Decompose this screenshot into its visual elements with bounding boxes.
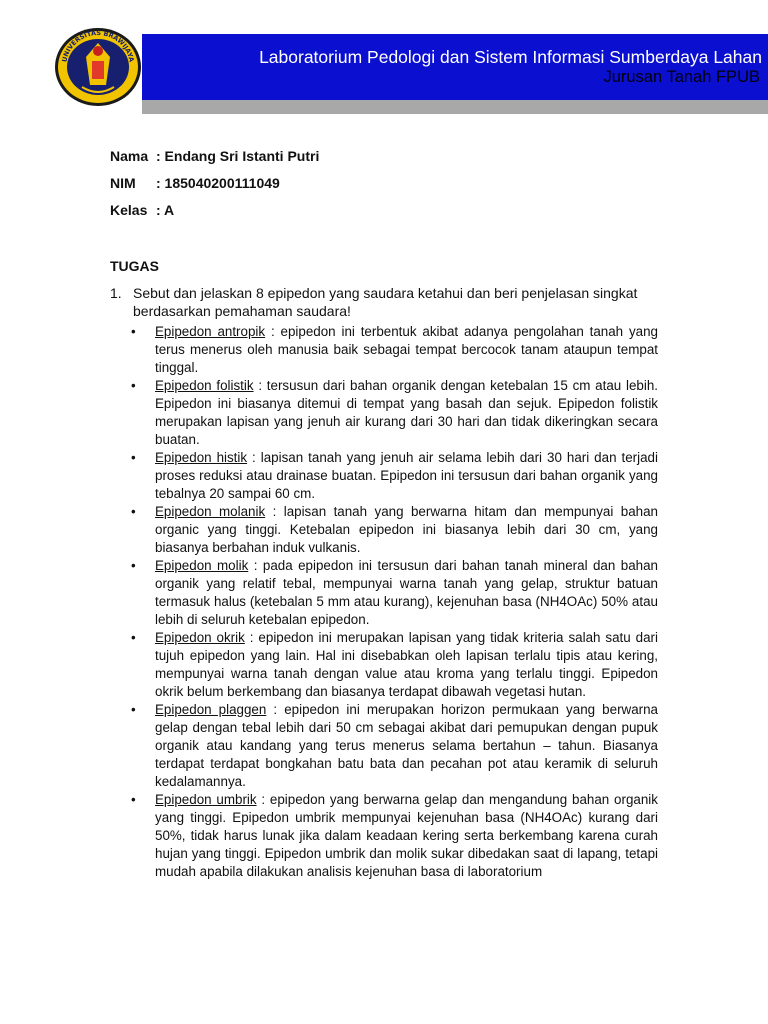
question	[110, 284, 658, 320]
list-item: • Epipedon folistik : tersusun dari bahan organik dengan ketebalan 15 cm atau lebih. Epipedon ini biasanya ditemui di tempat yang basah dan sejuk. Epipedon folistik merupakan lapisan yang jenuh air kurang dari 30 hari dan tidak dikeringkan secara buatan.	[131, 378, 659, 447]
list-item: • Epipedon okrik : epipedon ini merupakan lapisan yang tidak kriteria salah satu dari tujuh epipedon yang lain. Hal ini disebabkan oleh lapisan terlalu tipis atau kering, mempunyai warna tanah dengan value atau kroma yang terlalu tinggi. Epipedon okrik belum berkembang dan biasanya terdapat dibawah vegetasi hutan.	[131, 630, 658, 699]
question-number: 1.	[110, 285, 122, 301]
list-item: • Epipedon molanik : lapisan tanah yang berwarna hitam dan mempunyai bahan organic yang tinggi. Ketebalan epipedon ini biasanya lebih dari 30 cm, yang biasanya berbahan induk vulkanis.	[131, 504, 659, 555]
university-logo	[54, 27, 142, 107]
item-term: Epipedon okrik	[155, 630, 245, 645]
item-term: Epipedon antropik	[155, 324, 266, 339]
logo-text: UNIVERSITAS BRAWIJAYA	[60, 28, 136, 63]
student-name-row	[110, 148, 319, 164]
assignment-heading: TUGAS	[110, 258, 159, 274]
class-label: Kelas	[110, 202, 148, 218]
list-item: • Epipedon umbrik : epipedon yang berwarna gelap dan mengandung bahan organik yang tinggi. Epipedon umbrik mempunyai kejenuhan basa (NH4OAc) kurang dari 50%, tidak harus lunak jika dalam keadaan kering serta berkembang karena curah hujan yang tinggi. Epipedon umbrik dan molik sukar dibedakan saat di lapang, tetapi mudah apabila dilakukan analisis kejenuhan basa di laboratorium	[131, 792, 658, 879]
class-value: : A	[156, 202, 175, 218]
item-text: : epipedon ini merupakan lapisan yang tidak kriteria salah satu dari tujuh epipedon yang lain. Hal ini disebabkan oleh lapisan terlalu tipis atau kering, mempunyai warna tanah dengan value atau kroma yang terlalu tinggi. Epipedon okrik belum berkembang dan biasanya terdapat dibawah vegetasi hutan.	[155, 630, 658, 699]
item-text: : tersusun dari bahan organik dengan ketebalan 15 cm atau lebih. Epipedon ini biasanya ditemui di tempat yang basah dan sejuk. Epipedon folistik merupakan lapisan yang jenuh air kurang dari 30 hari dan tidak dikeringkan secara buatan.	[155, 378, 659, 447]
item-term: Epipedon umbrik	[155, 792, 257, 807]
epipedon-list	[131, 323, 658, 881]
lab-title: Laboratorium Pedologi dan Sistem Informasi Sumberdaya Lahan	[259, 47, 762, 67]
item-text: : epipedon ini terbentuk akibat adanya pengolahan tanah yang terus menerus oleh manusia baik sebagai tempat bercocok tanam ataupun tempat tinggal.	[155, 324, 659, 375]
name-value: : Endang Sri Istanti Putri	[156, 148, 320, 164]
item-text: : pada epipedon ini tersusun dari bahan tanah mineral dan bahan organik yang relatif tebal, mempunyai warna tanah yang gelap, struktur batuan termasuk halus (ketebalan 5 mm atau kurang), kejenuhan basa (NH4OAc) 50% atau lebih di seluruh ketebalan epipedon.	[155, 558, 658, 627]
item-term: Epipedon histik	[155, 450, 248, 465]
item-text: : lapisan tanah yang berwarna hitam dan mempunyai bahan organic yang tinggi. Ketebalan epipedon ini biasanya lebih dari 30 cm, yang biasanya berbahan induk vulkanis.	[155, 504, 659, 555]
student-nim-row	[110, 175, 280, 191]
question-text: Sebut dan jelaskan 8 epipedon yang saudara ketahui dan beri penjelasan singkat berdasarkan pemahaman saudara!	[133, 285, 638, 319]
item-text: : lapisan tanah yang jenuh air selama lebih dari 30 hari dan terjadi proses reduksi atau drainase buatan. Epipedon ini tersusun dari bahan organik yang tebalnya 20 sampai 60 cm.	[155, 450, 658, 501]
name-label: Nama	[110, 148, 149, 164]
item-text: : epipedon ini merupakan horizon permukaan yang berwarna gelap dengan tebal lebih dari 50 cm sebagai akibat dari pemupukan dengan pupuk organik atau kandang yang terus menerus selama bertahun – tahun. Biasanya terdapat terdapat bongkahan batu bata dan pecahan pot atau keramik di seluruh kedalamannya.	[155, 702, 658, 789]
header-banner	[142, 34, 768, 100]
item-term: Epipedon molik	[155, 558, 249, 573]
item-term: Epipedon folistik	[155, 378, 254, 393]
list-item: • Epipedon antropik : epipedon ini terbentuk akibat adanya pengolahan tanah yang terus menerus oleh manusia baik sebagai tempat bercocok tanam ataupun tempat tinggal.	[131, 324, 659, 375]
item-text: : epipedon yang berwarna gelap dan mengandung bahan organik yang tinggi. Epipedon umbrik mempunyai kejenuhan basa (NH4OAc) kurang dari 50%, tidak harus lunak jika dalam keadaan kering serta berkembang karena curah hujan yang tinggi. Epipedon umbrik dan molik sukar dibedakan saat di lapang, tetapi mudah apabila dilakukan analisis kejenuhan basa di laboratorium	[155, 792, 658, 879]
nim-label: NIM	[110, 175, 136, 191]
nim-value: : 185040200111049	[156, 175, 280, 191]
student-class-row	[110, 202, 174, 218]
item-term: Epipedon plaggen	[155, 702, 267, 717]
banner-shadow	[142, 100, 768, 114]
list-item: • Epipedon molik : pada epipedon ini tersusun dari bahan tanah mineral dan bahan organik yang relatif tebal, mempunyai warna tanah yang gelap, struktur batuan termasuk halus (ketebalan 5 mm atau kurang), kejenuhan basa (NH4OAc) 50% atau lebih di seluruh ketebalan epipedon.	[131, 558, 658, 627]
list-item: • Epipedon plaggen : epipedon ini merupakan horizon permukaan yang berwarna gelap dengan tebal lebih dari 50 cm sebagai akibat dari pemupukan dengan pupuk organik atau kandang yang terus menerus selama bertahun – tahun. Biasanya terdapat terdapat bongkahan batu bata dan pecahan pot atau keramik di seluruh kedalamannya.	[131, 702, 658, 789]
department-subtitle: Jurusan Tanah FPUB	[603, 68, 760, 86]
list-item: • Epipedon histik : lapisan tanah yang jenuh air selama lebih dari 30 hari dan terjadi proses reduksi atau drainase buatan. Epipedon ini tersusun dari bahan organik yang tebalnya 20 sampai 60 cm.	[131, 450, 658, 501]
item-term: Epipedon molanik	[155, 504, 266, 519]
